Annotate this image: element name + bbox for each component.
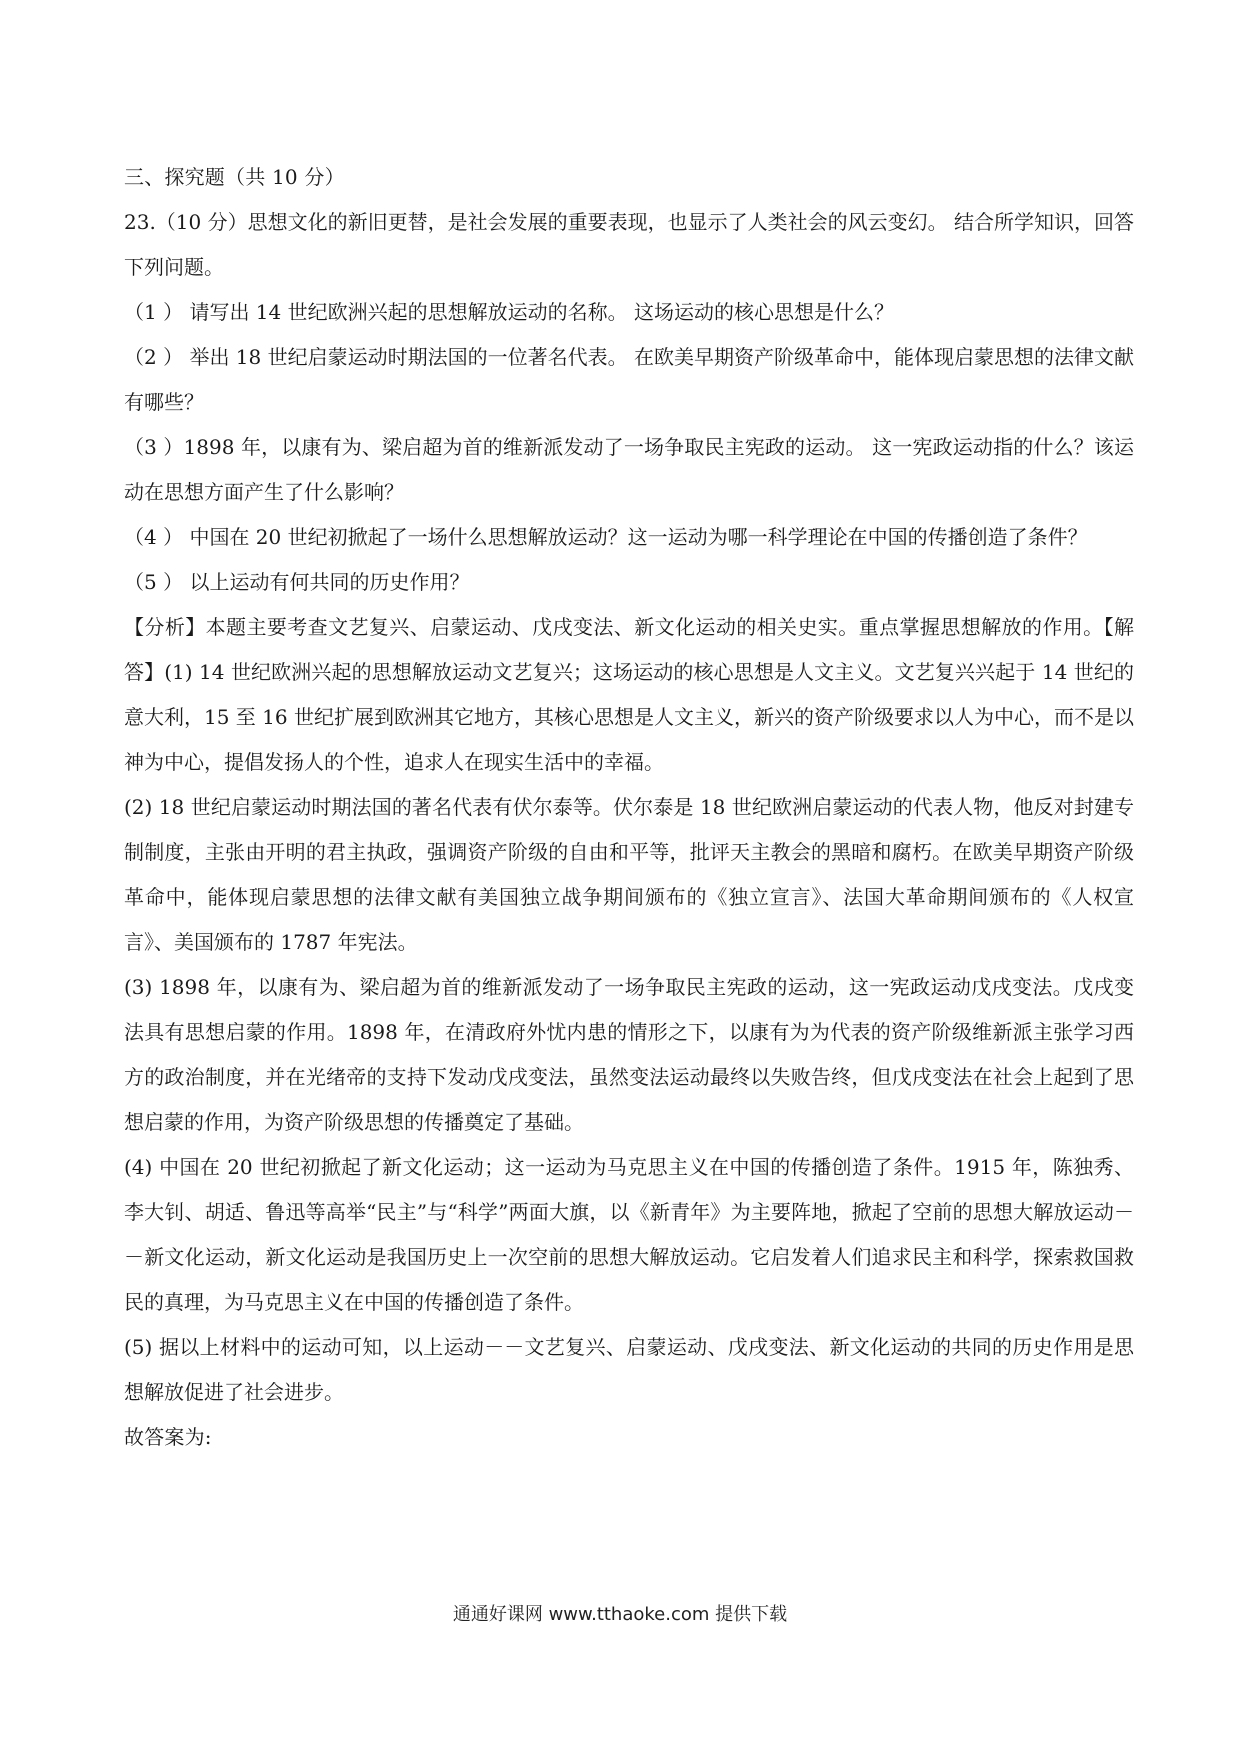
page-footer: 通通好课网 www.tthaoke.com 提供下载 [452, 1604, 788, 1625]
analysis-paragraph-1: 【分析】本题主要考查文艺复兴、启蒙运动、戊戌变法、新文化运动的相关史实。重点掌握思想解放的作用。【解答】(1) 14 世纪欧洲兴起的思想解放运动文艺复兴；这场运动的核心思想是人文主义。文艺复兴兴起于 14 世纪的意大利，15 至 16 世纪扩展到欧洲其它地方，其核心思想是人文主义，新兴的资产阶级要求以人为中心，而不是以神为中心，提倡发扬人的个性，追求人在现实生活中的幸福。 [124, 615, 1134, 774]
question-part-2: （2 ） 举出 18 世纪启蒙运动时期法国的一位著名代表。 在欧美早期资产阶级革命中，能体现启蒙思想的法律文献有哪些？ [124, 345, 1134, 414]
question-part-5: （5 ） 以上运动有何共同的历史作用？ [124, 570, 470, 594]
document-body [124, 155, 1134, 1460]
analysis-paragraph-4: (4) 中国在 20 世纪初掀起了新文化运动；这一运动为马克思主义在中国的传播创造了条件。1915 年，陈独秀、李大钊、胡适、鲁迅等高举“民主”与“科学”两面大旗，以《新青年》为主要阵地，掀起了空前的思想大解放运动－－新文化运动，新文化运动是我国历史上一次空前的思想大解放运动。它启发着人们追求民主和科学，探索救国救民的真理，为马克思主义在中国的传播创造了条件。 [124, 1155, 1134, 1314]
analysis-paragraph-3: (3) 1898 年，以康有为、梁启超为首的维新派发动了一场争取民主宪政的运动，这一宪政运动戊戌变法。戊戌变法具有思想启蒙的作用。1898 年，在清政府外忧内患的情形之下，以康有为为代表的资产阶级维新派主张学习西方的政治制度，并在光绪帝的支持下发动戊戌变法，虽然变法运动最终以失败告终，但戊戌变法在社会上起到了思想启蒙的作用，为资产阶级思想的传播奠定了基础。 [124, 975, 1134, 1134]
question-part-4: （4 ） 中国在 20 世纪初掀起了一场什么思想解放运动？这一运动为哪一科学理论在中国的传播创造了条件？ [124, 525, 1088, 549]
question-part-1: （1 ） 请写出 14 世纪欧洲兴起的思想解放运动的名称。 这场运动的核心思想是什么？ [124, 300, 894, 324]
analysis-paragraph-2: (2) 18 世纪启蒙运动时期法国的著名代表有伏尔泰等。伏尔泰是 18 世纪欧洲启蒙运动的代表人物，他反对封建专制制度，主张由开明的君主执政，强调资产阶级的自由和平等，批评天主教会的黑暗和腐朽。在欧美早期资产阶级革命中，能体现启蒙思想的法律文献有美国独立战争期间颁布的《独立宣言》、法国大革命期间颁布的《人权宣言》、美国颁布的 1787 年宪法。 [124, 795, 1134, 954]
analysis-paragraph-5: (5) 据以上材料中的运动可知，以上运动－－文艺复兴、启蒙运动、戊戌变法、新文化运动的共同的历史作用是思想解放促进了社会进步。 [124, 1335, 1134, 1404]
question-part-3: （3 ）1898 年，以康有为、梁启超为首的维新派发动了一场争取民主宪政的运动。 这一宪政运动指的什么？该运动在思想方面产生了什么影响？ [124, 435, 1134, 504]
answer-label: 故答案为: [124, 1425, 212, 1449]
question-stem: 23.（10 分）思想文化的新旧更替，是社会发展的重要表现，也显示了人类社会的风云变幻。 结合所学知识，回答下列问题。 [124, 210, 1134, 279]
section-title: 三、探究题（共 10 分） [124, 165, 345, 189]
